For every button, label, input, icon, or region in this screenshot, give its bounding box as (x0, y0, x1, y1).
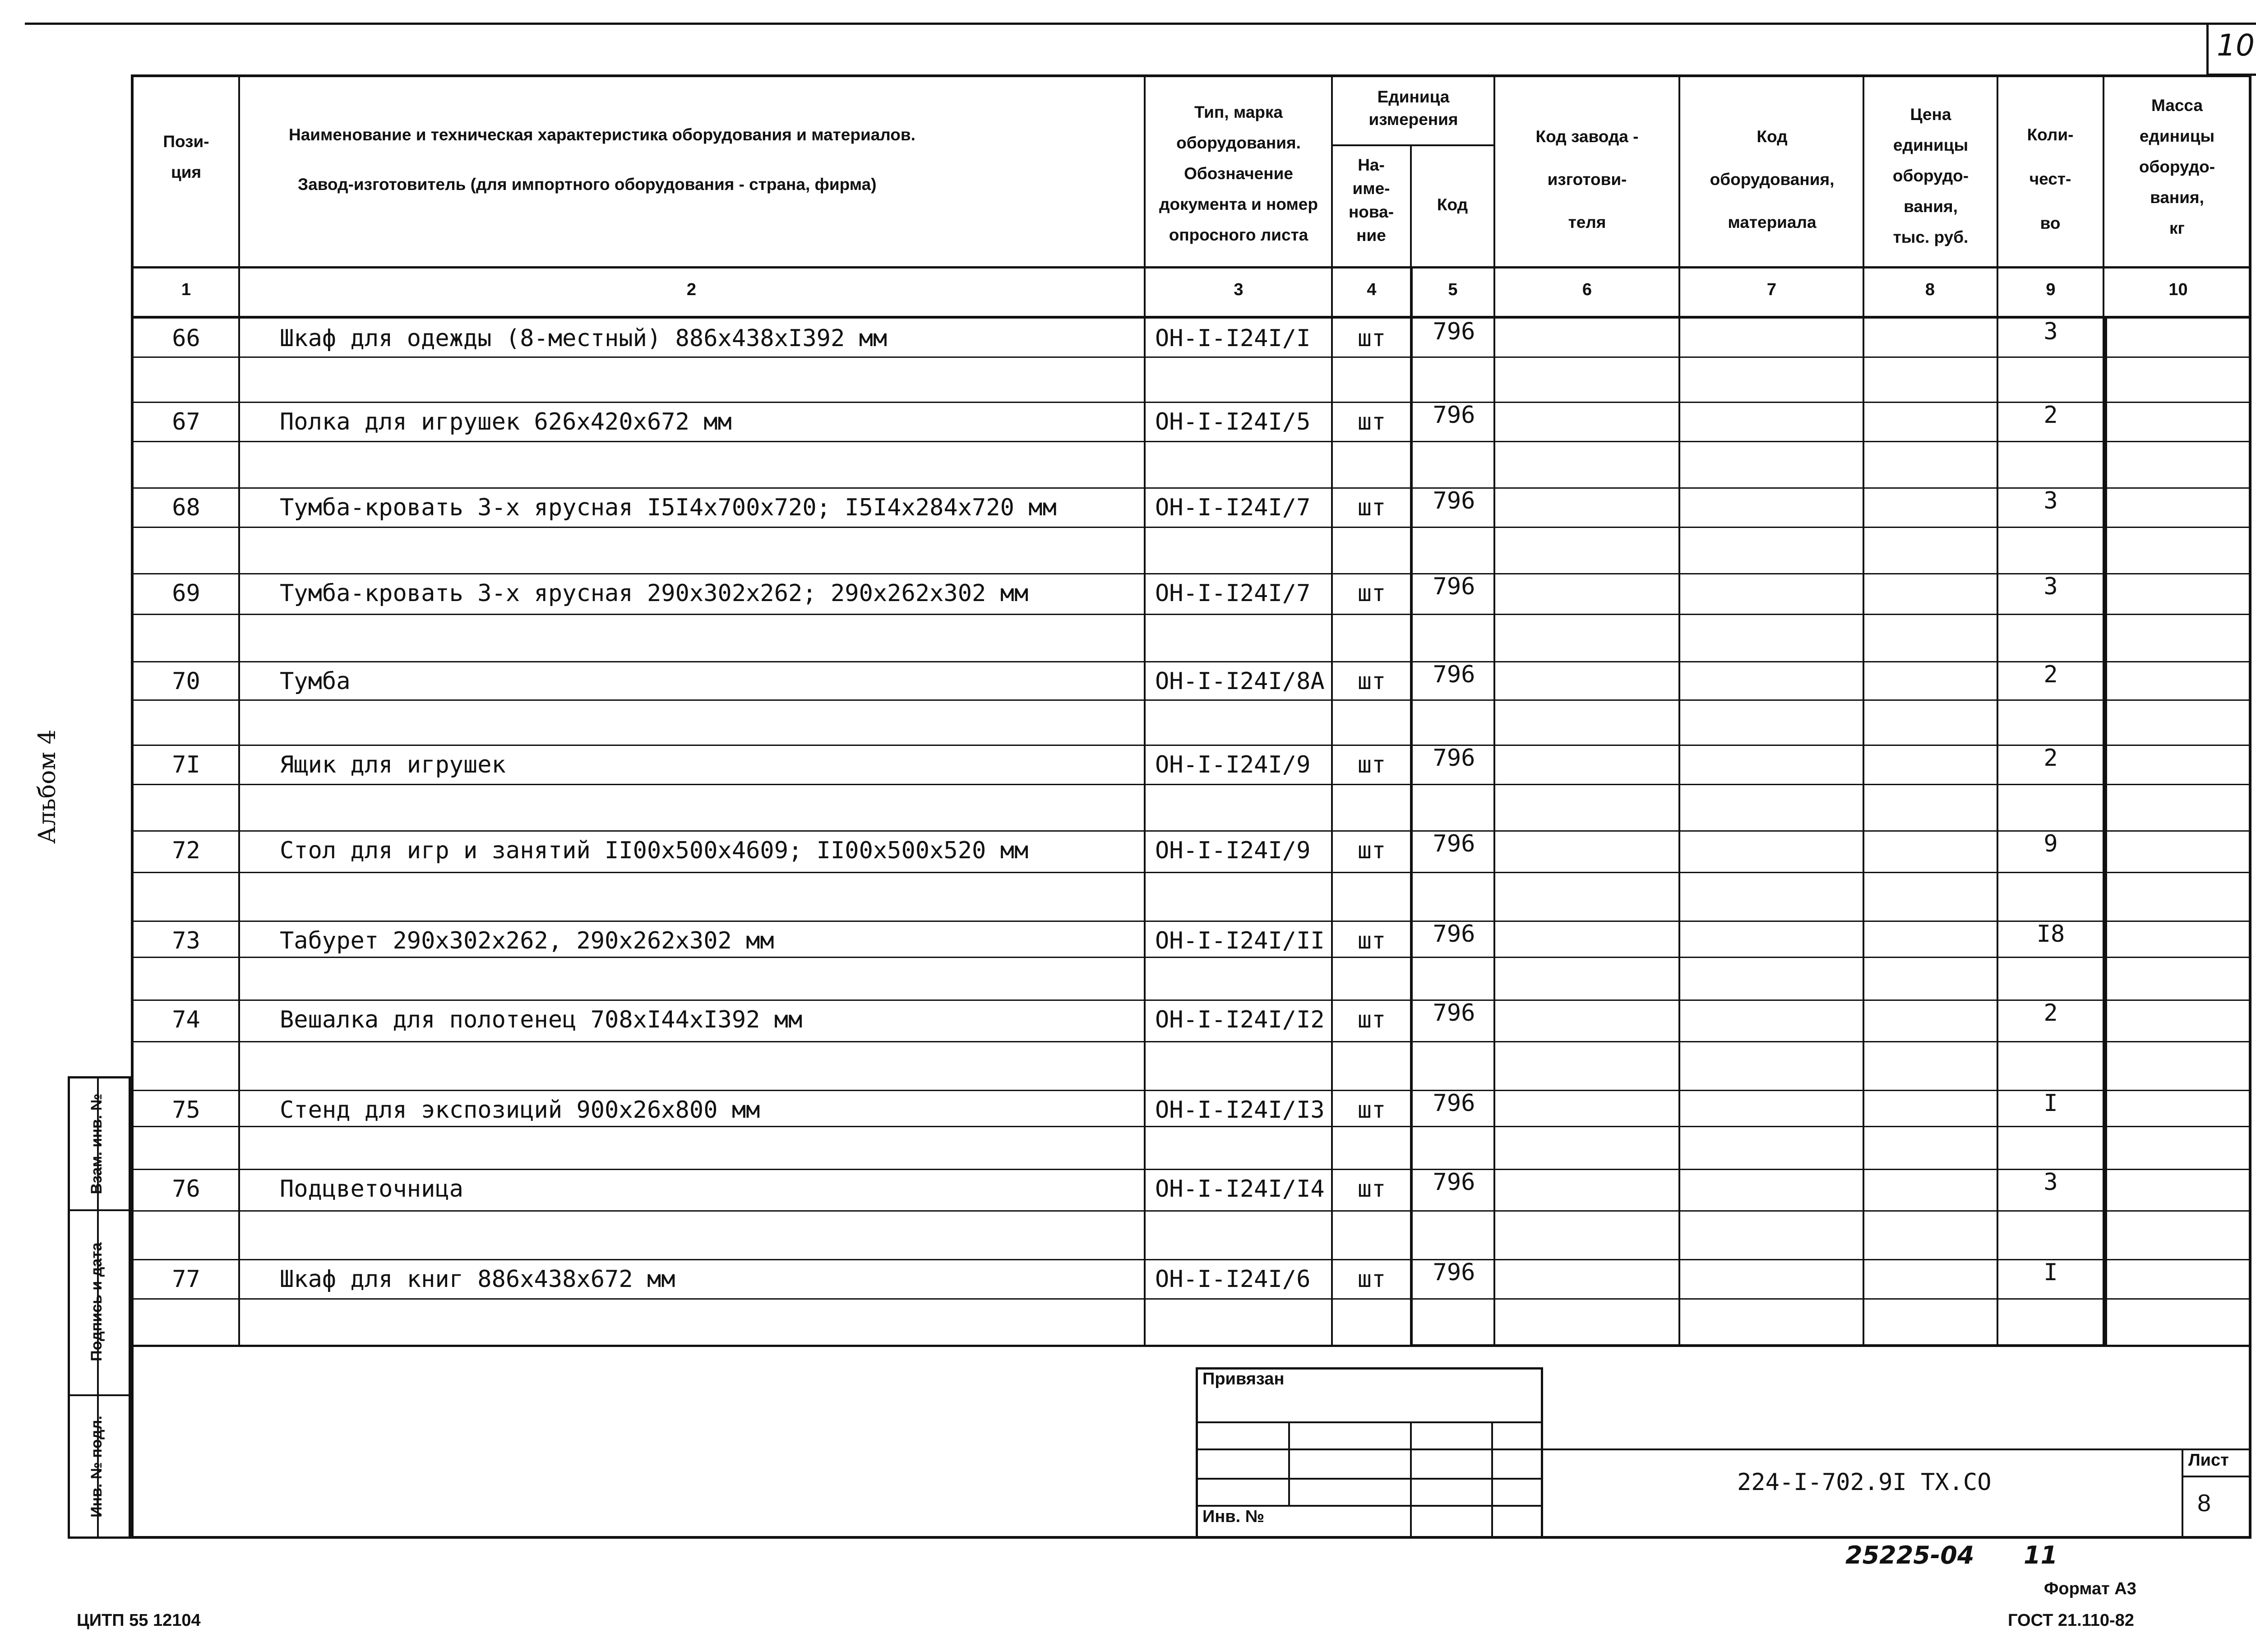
table-cell-name: Тумба-кровать 3-х ярусная I5I4х700х720; I5I4х284х720 мм (280, 494, 1057, 521)
header-unit-price: Цена единицы оборудо- вания, тыс. руб. (1892, 105, 1969, 246)
table-cell-qty: I8 (2036, 921, 2065, 948)
header-name-line1: Наименование и техническая характеристика оборудования и материалов. (289, 125, 915, 144)
table-cell-doc: ОН-I-I24I/5 (1155, 408, 1311, 435)
table-cell-name: Стенд для экспозиций 900х26х800 мм (280, 1097, 760, 1124)
table-cell-code: 796 (1433, 318, 1475, 345)
table-cell-doc: ОН-I-I24I/9 (1155, 751, 1311, 778)
table-cell-unit: шт (1357, 325, 1386, 352)
table-cell-code: 796 (1433, 830, 1475, 857)
table-cell-doc: ОН-I-I24I/I4 (1155, 1175, 1325, 1203)
table-cell-pos: 67 (172, 408, 200, 435)
table-cell-name: Ящик для игрушек (280, 751, 506, 778)
table-cell-unit: шт (1357, 1097, 1386, 1124)
table-cell-name: Стол для игр и занятий II00х500х4609; II00х500х520 мм (280, 837, 1029, 864)
table-cell-pos: 66 (172, 325, 200, 352)
table-cell-qty: 2 (2043, 1000, 2058, 1027)
gost-label: ГОСТ 21.110-82 (2008, 1611, 2134, 1630)
table-cell-doc: ОН-I-I24I/II (1155, 927, 1325, 954)
header-factory-code: Код завода - изготови- теля (1535, 127, 1639, 231)
list-label: Лист (2188, 1451, 2229, 1470)
side-label-inv: Инв. № подл. (88, 1416, 105, 1518)
table-cell-pos: 69 (172, 580, 200, 607)
header-unit-group: Единица измерения (1368, 88, 1458, 129)
table-cell-code: 796 (1433, 1000, 1475, 1027)
table-cell-doc: ОН-I-I24I/9 (1155, 837, 1311, 864)
sheet-corner-number: 10 (2217, 28, 2255, 63)
table-cell-code: 796 (1433, 1259, 1475, 1286)
table-cell-pos: 76 (172, 1175, 200, 1203)
table-cell-unit: шт (1357, 1266, 1386, 1293)
table-cell-name: Тумба-кровать 3-х ярусная 290х302х262; 290х262х302 мм (280, 580, 1029, 607)
header-name-line2: Завод-изготовитель (для импортного оборудования - страна, фирма) (298, 175, 877, 194)
table-cell-qty: I (2043, 1090, 2058, 1117)
table-cell-name: Вешалка для полотенец 708хI44хI392 мм (280, 1006, 803, 1033)
column-number: 2 (686, 280, 697, 299)
table-cell-unit: шт (1357, 494, 1386, 521)
table-cell-code: 796 (1433, 1169, 1475, 1196)
table-cell-code: 796 (1433, 745, 1475, 772)
table-cell-qty: 3 (2043, 1169, 2058, 1196)
table-cell-doc: ОН-I-I24I/7 (1155, 580, 1311, 607)
format-label: Формат А3 (2044, 1579, 2136, 1598)
side-label-vzam: Взам. инв. № (88, 1093, 105, 1194)
table-cell-pos: 70 (172, 668, 200, 695)
table-cell-qty: 2 (2043, 402, 2058, 429)
table-cell-doc: ОН-I-I24I/8А (1155, 668, 1325, 695)
table-cell-name: Тумба (280, 668, 351, 695)
header-quantity: Коли- чест- во (2027, 125, 2074, 232)
header-unit-code: Код (1437, 195, 1468, 214)
table-cell-pos: 68 (172, 494, 200, 521)
table-cell-unit: шт (1357, 408, 1386, 435)
table-cell-qty: 2 (2043, 745, 2058, 772)
table-cell-code: 796 (1433, 661, 1475, 688)
table-cell-pos: 75 (172, 1097, 200, 1124)
column-number: 1 (181, 280, 191, 299)
table-cell-qty: 3 (2043, 487, 2058, 514)
table-cell-unit: шт (1357, 751, 1386, 778)
table-cell-doc: ОН-I-I24I/7 (1155, 494, 1311, 521)
column-number: 5 (1448, 280, 1458, 299)
table-cell-code: 796 (1433, 487, 1475, 514)
table-cell-code: 796 (1433, 921, 1475, 948)
stamp-inv-no: Инв. № (1202, 1507, 1265, 1526)
table-cell-unit: шт (1357, 837, 1386, 864)
table-cell-pos: 73 (172, 927, 200, 954)
header-mass: Масса единицы оборудо- вания, кг (2139, 96, 2215, 237)
table-cell-qty: 3 (2043, 318, 2058, 345)
header-equipment-code: Код оборудования, материала (1710, 127, 1835, 231)
table-cell-pos: 7I (172, 751, 200, 778)
table-cell-doc: ОН-I-I24I/6 (1155, 1266, 1311, 1293)
column-number: 4 (1367, 280, 1377, 299)
table-cell-name: Шкаф для одежды (8-местный) 886х438хI392 мм (280, 325, 888, 352)
table-cell-doc: ОН-I-I24I/I3 (1155, 1097, 1325, 1124)
header-unit-name: На- име- нова- ние (1348, 156, 1394, 245)
column-number: 3 (1234, 280, 1244, 299)
table-cell-unit: шт (1357, 580, 1386, 607)
table-cell-code: 796 (1433, 1090, 1475, 1117)
table-cell-unit: шт (1357, 927, 1386, 954)
table-cell-pos: 77 (172, 1266, 200, 1293)
table-cell-pos: 74 (172, 1006, 200, 1033)
column-number: 8 (1925, 280, 1935, 299)
table-cell-code: 796 (1433, 573, 1475, 600)
table-cell-unit: шт (1357, 1006, 1386, 1033)
table-cell-unit: шт (1357, 1175, 1386, 1203)
table-cell-pos: 72 (172, 837, 200, 864)
column-number: 7 (1766, 280, 1777, 299)
table-cell-doc: ОН-I-I24I/I (1155, 325, 1311, 352)
side-label-podpis: Подпись и дата (88, 1242, 105, 1361)
document-code: 224-I-702.9I ТХ.СО (1737, 1469, 1992, 1496)
table-cell-qty: 2 (2043, 661, 2058, 688)
table-cell-name: Полка для игрушек 626х420х672 мм (280, 408, 732, 435)
table-cell-unit: шт (1357, 668, 1386, 695)
table-cell-name: Подцветочница (280, 1175, 463, 1203)
table-cell-doc: ОН-I-I24I/I2 (1155, 1006, 1325, 1033)
stamp-privyazan: Привязан (1202, 1370, 1285, 1388)
table-cell-code: 796 (1433, 402, 1475, 429)
table-cell-name: Табурет 290х302х262, 290х262х302 мм (280, 927, 774, 954)
handwritten-code: 25225-04 (1845, 1541, 1974, 1569)
header-position: Пози- ция (163, 132, 209, 181)
table-cell-qty: I (2043, 1259, 2058, 1286)
list-number: 8 (2197, 1490, 2211, 1517)
cnitp-label: ЦИТП 55 12104 (77, 1611, 201, 1630)
table-cell-qty: 3 (2043, 573, 2058, 600)
column-number: 6 (1582, 280, 1592, 299)
header-type-doc: Тип, марка оборудования. Обозначение документа и номер опросного листа (1159, 103, 1318, 244)
column-number: 10 (2168, 280, 2188, 299)
table-cell-name: Шкаф для книг 886х438х672 мм (280, 1266, 675, 1293)
data-area-border (1410, 316, 2107, 1347)
album-label: Альбом 4 (34, 729, 61, 844)
handwritten-page: 11 (2024, 1541, 2058, 1569)
column-number: 9 (2046, 280, 2056, 299)
table-cell-qty: 9 (2043, 830, 2058, 857)
top-border-line (25, 23, 2256, 25)
